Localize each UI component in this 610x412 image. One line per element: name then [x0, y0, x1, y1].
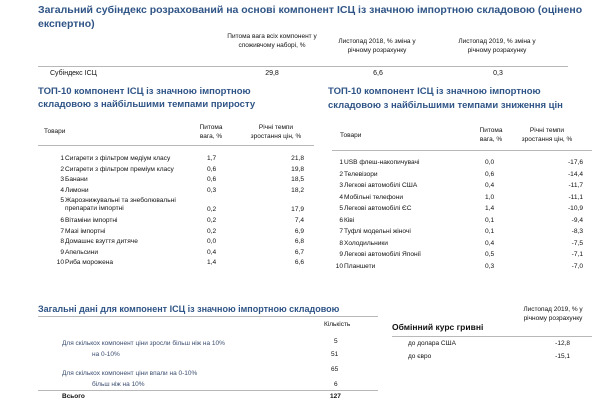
decline-row-number: 3 — [339, 182, 343, 189]
growth-title-line2: складовою з найбільшими темпами приросту — [38, 99, 256, 110]
general-row2-label: на 0-10% — [92, 351, 120, 358]
growth-row-name: Жарознижувальні та знеболювальні препарати імпортні — [65, 197, 176, 213]
fx-title: Обмінний курс гривні — [392, 322, 484, 332]
decline-header-rate: Річні темпи зростання цін, % — [521, 127, 573, 143]
fx-header: Листопад 2019, % у річному розрахунку — [523, 306, 583, 322]
decline-row-number: 4 — [339, 193, 343, 201]
growth-row-rate: 6,6 — [294, 259, 304, 267]
decline-row-number: 8 — [339, 239, 343, 247]
growth-row-rate: 17,9 — [291, 206, 304, 214]
growth-header-weight: Питома вага, % — [199, 124, 223, 140]
growth-row-rate: 6,7 — [294, 248, 304, 256]
general-row2-value: 51 — [331, 351, 339, 358]
subindex-col2-header: Листопад 2018, % зміна у річному розрахунку — [338, 38, 416, 54]
decline-header-divider — [332, 150, 592, 151]
growth-row-rate: 21,8 — [291, 155, 304, 162]
subindex-nov2019: 0,3 — [493, 70, 503, 77]
growth-row-name: Апельсини — [65, 248, 99, 256]
general-row4-label: більш ніж на 10% — [92, 381, 145, 388]
decline-title-line1: ТОП-10 компонент ІСЦ із значною імпортною — [328, 86, 541, 97]
growth-row-weight: 0,2 — [207, 227, 217, 235]
general-title: Загальні дані для компонент ІСЦ із значною імпортною складовою — [38, 304, 340, 314]
growth-row-number: 1 — [60, 155, 64, 162]
growth-title-line1: ТОП-10 компонент ІСЦ із значною імпортною — [38, 86, 251, 97]
subindex-nov2018: 6,6 — [373, 70, 383, 77]
growth-row-rate: 6,9 — [294, 227, 304, 235]
decline-row-rate: -17,6 — [567, 159, 583, 166]
decline-row-name: Легкові автомобілі Японії — [344, 251, 421, 258]
decline-row-weight: 0,4 — [485, 239, 495, 247]
growth-row-rate: 18,5 — [291, 176, 304, 184]
decline-row-number: 10 — [335, 262, 343, 270]
decline-row-weight: 0,1 — [485, 228, 495, 235]
growth-header-divider — [38, 145, 314, 146]
fx-usd-value: -12,8 — [555, 340, 570, 347]
growth-row-number: 8 — [60, 238, 64, 246]
decline-row-rate: -7,1 — [571, 251, 583, 258]
growth-row-number: 2 — [60, 165, 64, 173]
decline-row-rate: -9,4 — [571, 216, 583, 224]
decline-row-rate: -11,7 — [568, 182, 583, 189]
decline-row-weight: 0,6 — [485, 170, 495, 178]
decline-row-weight: 1,4 — [485, 205, 495, 212]
subindex-title-line2: експертно) — [38, 18, 95, 30]
growth-row-weight: 0,2 — [207, 217, 217, 224]
decline-row-weight: 0,3 — [485, 262, 495, 270]
growth-row-weight: 0,0 — [207, 238, 217, 246]
general-row3-value: 65 — [331, 366, 339, 373]
subindex-divider — [38, 66, 568, 67]
decline-row-name: Планшети — [344, 262, 376, 270]
growth-row-number: 6 — [60, 217, 64, 224]
general-row1-label: Для скількох компонент ціни зросли більш ніж на 10% — [62, 340, 225, 347]
subindex-weight: 29,8 — [265, 70, 279, 77]
decline-header-goods: Товари — [340, 132, 362, 139]
decline-row-rate: -10,9 — [567, 205, 583, 212]
growth-row-name: Банани — [65, 176, 88, 184]
growth-row-weight: 0,3 — [207, 186, 217, 194]
decline-row-rate: -8,3 — [571, 228, 583, 235]
growth-row-weight: 0,4 — [207, 248, 217, 256]
decline-row-name: Телевізори — [344, 170, 378, 178]
subindex-col1-header: Питома вага всіх компонент у споживчому наборі, % — [227, 33, 317, 49]
growth-row-name: Лимони — [65, 186, 89, 194]
decline-row-name: Туфлі модельні жіночі — [344, 228, 411, 235]
general-row4-value: 6 — [334, 381, 338, 388]
general-row1-value: 5 — [334, 338, 338, 345]
growth-row-weight: 1,7 — [207, 155, 217, 162]
growth-row-name: Сигарети з фільтром преміум класу — [65, 165, 174, 173]
decline-title-line2: складовою з найбільшими темпами зниження цін — [328, 100, 563, 111]
growth-row-rate: 7,4 — [294, 217, 304, 224]
subindex-title-line1: Загальний субіндекс розрахований на основі компонент ІСЦ із значною імпортною складовою (оцінено — [38, 4, 583, 16]
growth-row-name: Риба морожена — [65, 259, 114, 267]
growth-row-name: Вітаміни імпортні — [65, 217, 118, 224]
decline-row-number: 7 — [339, 228, 343, 235]
decline-row-rate: -7,5 — [571, 239, 583, 247]
decline-row-rate: -11,1 — [568, 193, 583, 201]
fx-eur-value: -15,1 — [555, 353, 570, 360]
growth-row-weight: 0,6 — [207, 165, 217, 173]
growth-row-number: 3 — [60, 176, 64, 184]
growth-row-number: 7 — [60, 227, 64, 235]
growth-row-weight: 1,4 — [207, 259, 217, 267]
growth-row-rate: 18,2 — [291, 186, 304, 194]
decline-row-number: 6 — [339, 216, 343, 224]
growth-row-number: 9 — [60, 248, 64, 256]
decline-row-number: 2 — [339, 170, 343, 178]
fx-eur-label: до євро — [408, 353, 432, 360]
decline-row-name: Легкові автомобілі США — [344, 182, 418, 189]
decline-row-name: Ківі — [344, 216, 355, 224]
growth-row-weight: 0,2 — [207, 206, 217, 214]
decline-row-weight: 0,4 — [485, 182, 495, 189]
growth-row-name: Домашнє взуття дитяче — [65, 238, 138, 246]
general-total-value: 127 — [330, 393, 341, 400]
fx-divider — [392, 336, 592, 337]
decline-row-name: USB флеш-накопичувачі — [344, 159, 420, 166]
decline-row-weight: 0,0 — [485, 159, 495, 166]
decline-row-rate: -7,0 — [571, 262, 583, 270]
growth-row-number: 4 — [60, 186, 64, 194]
growth-header-goods: Товари — [44, 128, 66, 135]
general-title-divider — [38, 316, 378, 317]
decline-row-weight: 0,5 — [485, 251, 495, 258]
general-total-label: Всього — [62, 393, 85, 400]
general-header-count: Кількість — [324, 321, 351, 328]
decline-row-number: 5 — [339, 205, 343, 212]
growth-row-weight: 0,6 — [207, 176, 217, 184]
general-row3-label: Для скількох компонент ціни впали на 0-10% — [62, 370, 198, 377]
growth-row-rate: 6,8 — [294, 238, 304, 246]
decline-row-name: Холодильники — [344, 239, 388, 247]
decline-row-weight: 1,0 — [485, 193, 495, 201]
decline-row-number: 1 — [339, 159, 343, 166]
fx-usd-label: до долара США — [408, 340, 456, 347]
general-total-divider — [38, 390, 378, 391]
growth-header-rate: Річні темпи зростання цін, % — [250, 124, 302, 140]
growth-row-rate: 19,8 — [291, 165, 304, 173]
decline-row-number: 9 — [339, 251, 343, 258]
decline-row-name: Мобільні телефони — [344, 193, 404, 201]
subindex-row-label: Субіндекс ІСЦ — [50, 70, 97, 77]
decline-header-weight: Питома вага, % — [479, 127, 503, 143]
decline-row-rate: -14,4 — [567, 170, 583, 178]
growth-row-number: 10 — [56, 259, 64, 267]
growth-row-number: 5 — [60, 197, 64, 205]
decline-row-weight: 0,1 — [485, 216, 495, 224]
growth-row-name: Сигарети з фільтром медіум класу — [65, 155, 171, 162]
decline-row-name: Легкові автомобілі ЄС — [344, 205, 412, 212]
growth-row-name: Мазі імпортні — [65, 227, 106, 235]
subindex-col3-header: Листопад 2019, % зміна у річному розрахунку — [458, 38, 536, 54]
